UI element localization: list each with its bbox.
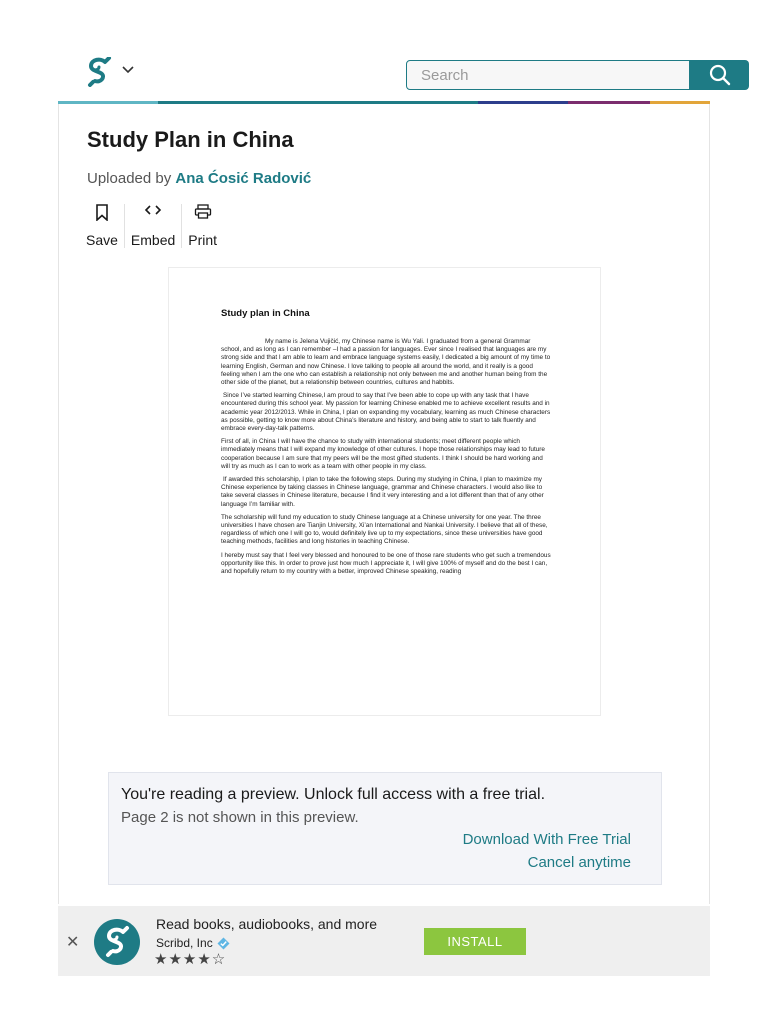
- document-title: Study Plan in China: [87, 127, 294, 152]
- cancel-anytime-link[interactable]: Cancel anytime: [527, 854, 631, 871]
- search-box: [406, 60, 690, 90]
- paragraph: My name is Jelena Vujičić, my Chinese name is Wu Yali. I graduated from a general Grammar school, and as long as I can remember –I had a passion for languages. Ever since I realised that languages are my strong side and that I am able to learn and embrace language systems easily, I dedicated a big amount of my time to learning English, German and now Chinese. I love talking to people all around the world, and it really is a good feeling when I am the one who can establish a relationship not only between me and another human being from the other side of the planet, but a relationship between countries, cultures and habbits.: [221, 338, 551, 387]
- scribd-logo-icon[interactable]: [85, 57, 113, 87]
- bookmark-icon: [95, 204, 109, 221]
- print-label: Print: [188, 232, 218, 248]
- page-body: [221, 338, 551, 581]
- uploaded-by-label: Uploaded by: [87, 170, 172, 187]
- chevron-down-icon[interactable]: [122, 66, 134, 74]
- search-icon: [709, 64, 731, 86]
- uploaded-by-line: [87, 170, 311, 187]
- top-header: [58, 52, 710, 102]
- paragraph: Since I’ve started learning Chinese,I am proud to say that I’ve been able to cope up with any task that I have encountered during this school year. My passion for learning Chinese enabled me to achieve excellent results and in academic year 2012/2013. While in China, I plan on expanding my vocabulary, learning as much Chinese characters as possible, getting to know more about China’s literature and history, and being able to start to talk fluently and embrace every-day-talk patterns.: [221, 392, 551, 433]
- author-link[interactable]: Ana Ćosić Radović: [175, 170, 312, 187]
- save-label: Save: [86, 232, 118, 248]
- paragraph: I hereby must say that I feel very blessed and honoured to be one of those rare students who get such a tremendous opportunity like this. In order to prove just how much I appreciate it, I will give 100% of myself and do the best I can, and hopefully return to my country with a better, improved Chinese speaking, reading: [221, 551, 551, 576]
- print-button[interactable]: [181, 204, 223, 248]
- document-page: [168, 267, 601, 716]
- search-button[interactable]: [690, 60, 749, 90]
- preview-notice: [108, 772, 662, 885]
- printer-icon: [194, 204, 212, 219]
- scribd-app-icon: [88, 919, 146, 965]
- search-input[interactable]: [407, 61, 689, 89]
- embed-button[interactable]: [124, 204, 181, 248]
- document-actions: [80, 204, 223, 248]
- app-banner-title: Read books, audiobooks, and more: [156, 916, 378, 932]
- verified-badge-icon: [217, 937, 230, 950]
- save-button[interactable]: [80, 204, 124, 248]
- app-company: [156, 936, 230, 950]
- paragraph: The scholarship will fund my education to study Chinese language at a Chinese university for one year. The three universities I have chosen are Tianjin University, Xi’an International and Nankai University. I believe that all of these, regardless of which one I will go to, would definitely live up to my expectations, since these universities have good teaching methods, facilities and long histories in teaching Chinese.: [221, 513, 548, 546]
- close-icon[interactable]: ✕: [66, 934, 80, 951]
- page-not-shown-note: Page 2 is not shown in this preview.: [121, 809, 359, 826]
- company-name: Scribd, Inc: [156, 936, 213, 950]
- download-free-trial-link[interactable]: Download With Free Trial: [462, 831, 631, 848]
- paragraph: First of all, in China I will have the chance to study with international students; meet different people which immediately means that I will expand my knowledge of other cultures. I hope those relationships may lead to future cooperation because I am sure that my peers will be the most gifted students. I think I should be hard working and will try as much as I can to work as a team with other people in my class.: [221, 438, 545, 470]
- embed-label: Embed: [130, 232, 176, 248]
- app-install-banner: [58, 906, 710, 976]
- install-button[interactable]: INSTALL: [424, 928, 526, 955]
- paragraph: If awarded this scholarship, I plan to take the following steps. During my studying in China, I plan to maximize my Chinese experience by taking classes in Chinese language, grammar and Chinese characters. I would also like to take several classes in Chinese literature, because I find it very interesting and a lot different than that of any other language I’m familiar with.: [221, 476, 544, 508]
- code-icon: [144, 204, 162, 216]
- page-heading: Study plan in China: [221, 308, 310, 319]
- rating-stars: ★★★★☆: [154, 951, 227, 968]
- preview-message: You're reading a preview. Unlock full access with a free trial.: [121, 786, 546, 803]
